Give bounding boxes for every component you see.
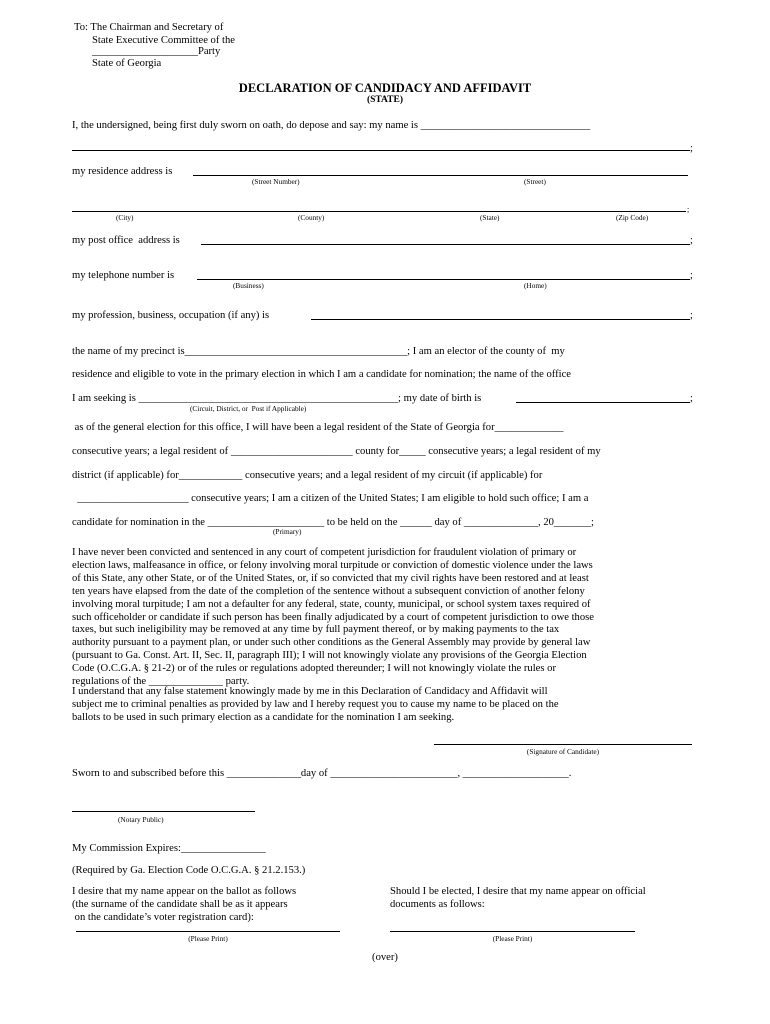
- affidavit-line: involving moral turpitude; I am not a defaulter for any federal, state, county, municipal, or school system taxes required of: [72, 598, 591, 610]
- semicolon: ;: [690, 393, 693, 404]
- general-election-line: as of the general election for this office, I will have been a legal resident of the State of Georgia for_____________: [72, 422, 564, 433]
- understand-line: ballots to be used in such primary election as a candidate for the nomination I am seeking.: [72, 711, 455, 723]
- header-committee: State Executive Committee of the: [92, 35, 235, 46]
- seeking-line: I am seeking is _________________________________________________; my date of birth is: [72, 393, 482, 404]
- required-line: (Required by Ga. Election Code O.C.G.A. § 21.2.153.): [72, 865, 306, 876]
- signature-field[interactable]: [434, 744, 692, 745]
- header-to: To: The Chairman and Secretary of: [74, 22, 224, 33]
- official-name-line: Should I be elected, I desire that my name appear on official: [390, 886, 646, 897]
- semicolon: ;: [690, 270, 693, 281]
- zip-label: (Zip Code): [616, 213, 649, 222]
- post-office-label: my post office address is: [72, 235, 180, 246]
- city-label: (City): [116, 213, 134, 222]
- understand-paragraph: [72, 686, 559, 725]
- street-number-label: (Street Number): [252, 177, 300, 186]
- official-name-line: documents as follows:: [390, 898, 485, 910]
- candidate-line: candidate for nomination in the ______________________ to be held on the ______ day of ______________, 20_______;: [72, 517, 594, 528]
- semicolon: ;: [690, 310, 693, 321]
- affidavit-line: election laws, malfeasance in office, or felony involving moral turpitude or conviction of domestic violence under the laws: [72, 559, 593, 571]
- understand-line: I understand that any false statement knowingly made by me in this Declaration of Candidacy and Affidavit will: [72, 686, 548, 697]
- profession-label: my profession, business, occupation (if any) is: [72, 310, 270, 321]
- residence-vote-line: residence and eligible to vote in the primary election in which I am a candidate for nomination; the name of the office: [72, 369, 572, 380]
- official-name-block: [390, 886, 646, 912]
- profession-field[interactable]: [311, 319, 690, 320]
- commission-line: My Commission Expires:________________: [72, 843, 266, 854]
- business-label: (Business): [233, 281, 264, 290]
- telephone-field[interactable]: [197, 279, 690, 280]
- post-office-field[interactable]: [201, 244, 690, 245]
- primary-sublabel: (Primary): [273, 527, 302, 536]
- county-label: (County): [298, 213, 325, 222]
- semicolon: ;: [687, 205, 690, 214]
- telephone-label: my telephone number is: [72, 270, 175, 281]
- ballot-name-field[interactable]: [76, 931, 340, 932]
- name-continuation-field[interactable]: [72, 150, 690, 151]
- form-title: DECLARATION OF CANDIDACY AND AFFIDAVIT: [238, 81, 532, 95]
- affidavit-line: of this State, any other State, or of the United States, or, if so convicted that my civil rights have been restored and at least: [72, 572, 589, 584]
- street-label: (Street): [524, 177, 546, 186]
- district-line: district (if applicable) for____________ consecutive years; and a legal resident of my circuit (if applicable) for: [72, 470, 543, 481]
- residence-street-field[interactable]: [193, 175, 688, 176]
- affidavit-line: Code (O.C.G.A. § 21-2) or of the rules or regulations adopted thereunder; I will not knowingly violate the rules or: [72, 663, 556, 675]
- header-state: State of Georgia: [92, 58, 162, 69]
- consecutive-line: consecutive years; a legal resident of _______________________ county for_____ consecutive years; a legal resident of my: [72, 446, 601, 457]
- signature-label: (Signature of Candidate): [526, 747, 600, 756]
- residence-city-field[interactable]: [72, 211, 686, 212]
- ballot-name-line: (the surname of the candidate shall be as it appears: [72, 898, 288, 910]
- over-note: (over): [372, 952, 398, 963]
- sworn-line: Sworn to and subscribed before this ______________day of ________________________, ____________________.: [72, 768, 572, 779]
- notary-label: (Notary Public): [118, 815, 164, 824]
- header-party: ____________________Party: [92, 46, 221, 57]
- please-print-label: (Please Print): [188, 934, 228, 943]
- semicolon: ;: [690, 143, 693, 154]
- residence-label: my residence address is: [72, 166, 173, 177]
- affidavit-line: taxes, but such ineligibility may be removed at any time by full payment thereof, or by making payments to the tax: [72, 624, 560, 636]
- affidavit-line: (pursuant to Ga. Const. Art. II, Sec. II, paragraph III); I will not knowingly violate any provisions of the Georgia Election: [72, 650, 587, 662]
- precinct-line: the name of my precinct is__________________________________________; I am an elector of the county of my: [72, 346, 565, 357]
- affidavit-line: authority pursuant to a payment plan, or under such other conditions as the General Assembly may provide by general law: [72, 637, 591, 649]
- date-of-birth-field[interactable]: [516, 402, 690, 403]
- ballot-name-line: I desire that my name appear on the ballot as follows: [72, 886, 297, 897]
- affidavit-paragraph: [72, 547, 594, 689]
- affidavit-line: regulations of the ______________ party.: [72, 676, 250, 688]
- official-name-field[interactable]: [390, 931, 635, 932]
- notary-field[interactable]: [72, 811, 255, 812]
- ballot-name-line: on the candidate’s voter registration card):: [72, 911, 254, 923]
- understand-line: subject me to criminal penalties as provided by law and I hereby request you to cause my name to be placed on the: [72, 698, 559, 710]
- form-subtitle: (STATE): [366, 95, 404, 105]
- semicolon: ;: [690, 235, 693, 246]
- state-label: (State): [480, 213, 500, 222]
- name-line: I, the undersigned, being first duly sworn on oath, do depose and say: my name is ________________________________: [72, 120, 591, 131]
- home-label: (Home): [524, 281, 547, 290]
- affidavit-line: ten years have elapsed from the date of the completion of the sentence without a subsequent conviction of another felony: [72, 585, 585, 597]
- ballot-name-block: [72, 886, 296, 925]
- please-print-label: (Please Print): [492, 934, 533, 943]
- affidavit-line: such officeholder or candidate if such person has been finally adjudicated by a court of competent jurisdiction to owe those: [72, 611, 594, 623]
- citizen-line: _____________________ consecutive years; I am a citizen of the United States; I am eligible to hold such office; I am a: [72, 493, 589, 504]
- seeking-sublabel: (Circuit, District, or Post if Applicable): [190, 404, 307, 413]
- affidavit-line: I have never been convicted and sentenced in any court of competent jurisdiction for fraudulent violation of primary or: [72, 547, 577, 558]
